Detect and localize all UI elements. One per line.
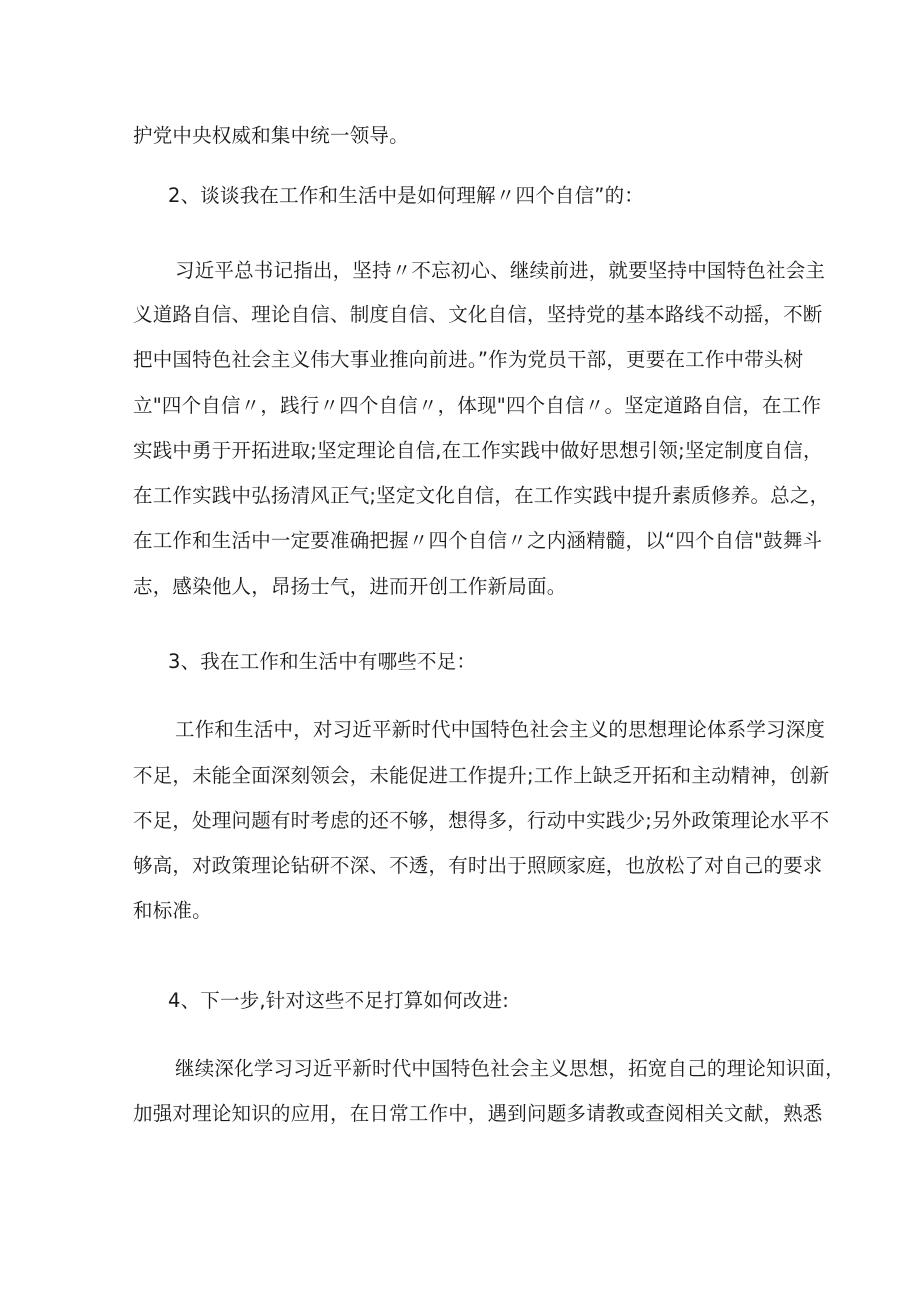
section-heading-3: 3、我在工作和生活中有哪些不足：	[168, 650, 477, 673]
paragraph-line: 工作和生活中，对习近平新时代中国特色社会主义的思想理论体系学习深度	[175, 718, 826, 741]
paragraph-line: 义道路自信、理论自信、制度自信、文化自信，坚持党的基本路线不动摇，不断	[133, 303, 823, 326]
paragraph-line: 和标准。	[133, 899, 212, 922]
paragraph-line: 够高，对政策理论钻研不深、不透，有时出于照顾家庭，也放松了对自己的要求	[133, 854, 823, 877]
paragraph-line: 在工作和生活中一定要准确把握〃四个自信〃之内涵精髓，以“四个自信"鼓舞斗	[133, 529, 823, 552]
paragraph-line: 在工作实践中弘扬清风正气;坚定文化自信，在工作实践中提升素质修养。总之，	[133, 484, 830, 507]
paragraph-line: 志，感染他人，昂扬士气，进而开创工作新局面。	[133, 575, 567, 598]
paragraph-line: 把中国特色社会主义伟大事业推向前进。”作为党员干部，更要在工作中带头树	[133, 348, 804, 371]
paragraph-line: 实践中勇于开拓进取;坚定理论自信,在工作实践中做好思想引领;坚定制度自信，	[133, 439, 823, 462]
section-heading-4: 4、下一步,针对这些不足打算如何改进:	[168, 989, 509, 1012]
paragraph-line: 护党中央权威和集中统一领导。	[133, 124, 409, 147]
paragraph-line: 不足，未能全面深刻领会，未能促进工作提升;工作上缺乏开拓和主动精神，创新	[133, 764, 830, 787]
paragraph-line: 习近平总书记指出，坚持〃不忘初心、继续前进，就要坚持中国特色社会主	[175, 259, 826, 282]
paragraph-line: 加强对理论知识的应用，在日常工作中，遇到问题多请教或查阅相关文献，熟悉	[133, 1102, 823, 1125]
paragraph-line: 不足，处理问题有时考虑的还不够，想得多，行动中实践少;另外政策理论水平不	[133, 809, 830, 832]
paragraph-line: 立"四个自信〃，践行〃四个自信〃，体现"四个自信〃。坚定道路自信，在工作	[133, 394, 822, 417]
section-heading-2: 2、谈谈我在工作和生活中是如何理解〃四个自信”的：	[168, 184, 645, 207]
paragraph-line: 继续深化学习习近平新时代中国特色社会主义思想，拓宽自己的理论知识面，	[175, 1057, 845, 1080]
